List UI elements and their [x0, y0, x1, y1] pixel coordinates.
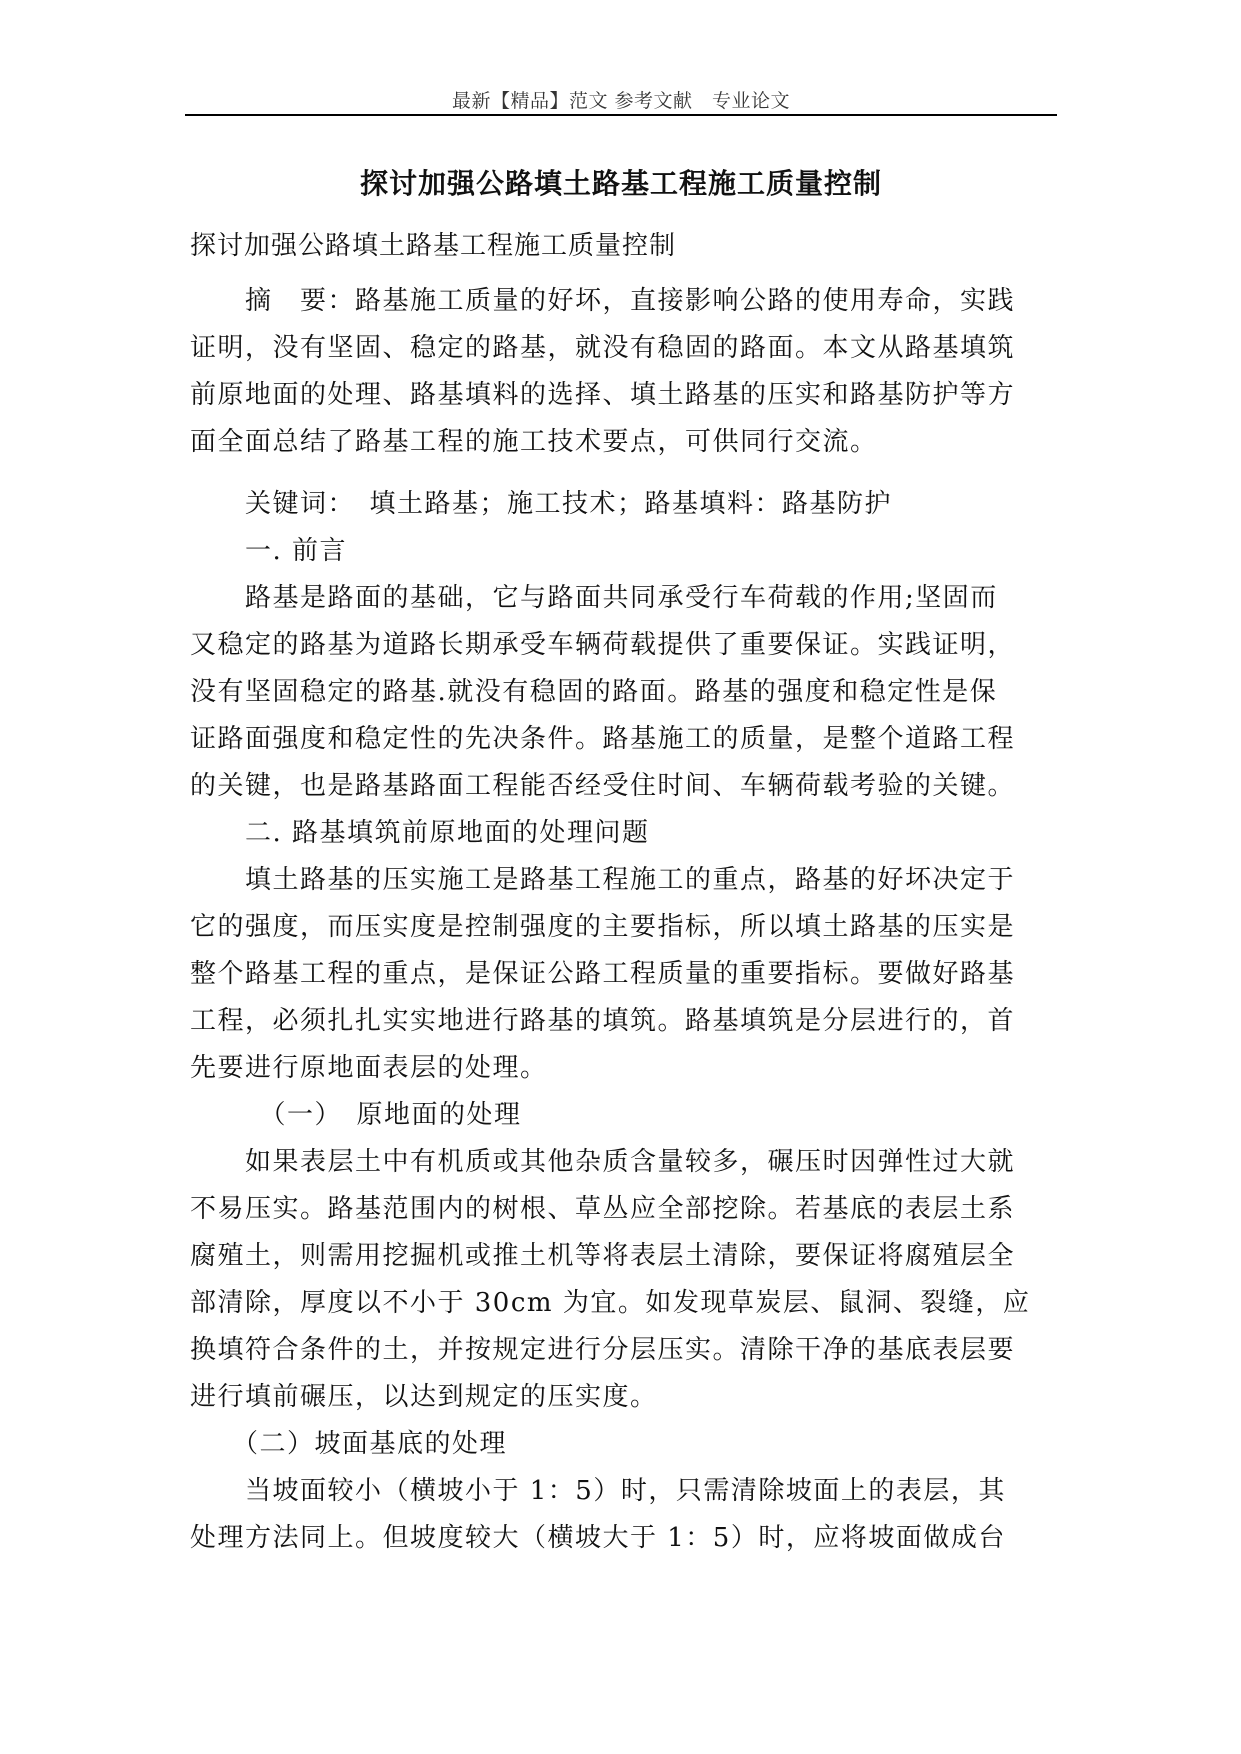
abstract-line: 摘 要：路基施工质量的好坏，直接影响公路的使用寿命，实践 — [190, 286, 1016, 316]
keywords-line: 关键词： 填土路基；施工技术；路基填料：路基防护 — [190, 489, 893, 519]
paragraph-line: 路基是路面的基础，它与路面共同承受行车荷载的作用;坚固而 — [190, 583, 998, 613]
page-header: 最新【精品】范文 参考文献 专业论文 — [451, 90, 791, 112]
section-heading: 二. 路基填筑前原地面的处理问题 — [190, 818, 650, 848]
abstract-line: 面全面总结了路基工程的施工技术要点，可供同行交流。 — [190, 427, 878, 457]
paragraph-line: 处理方法同上。但坡度较大（横坡大于 1：5）时，应将坡面做成台 — [190, 1523, 1006, 1553]
header-divider — [185, 114, 1057, 116]
abstract-line: 前原地面的处理、路基填料的选择、填土路基的压实和路基防护等方 — [190, 380, 1016, 410]
paragraph-line: 不易压实。路基范围内的树根、草丛应全部挖除。若基底的表层土系 — [190, 1194, 1016, 1224]
document-subtitle: 探讨加强公路填土路基工程施工质量控制 — [190, 231, 677, 261]
paragraph-line: 先要进行原地面表层的处理。 — [190, 1053, 548, 1083]
paragraph-line: 又稳定的路基为道路长期承受车辆荷载提供了重要保证。实践证明， — [190, 630, 1016, 660]
subsection-heading: （二）坡面基底的处理 — [190, 1429, 508, 1459]
paragraph-line: 部清除，厚度以不小于 30cm 为宜。如发现草炭层、鼠洞、裂缝，应 — [190, 1288, 1031, 1318]
paragraph-line: 腐殖土，则需用挖掘机或推土机等将表层土清除，要保证将腐殖层全 — [190, 1241, 1016, 1271]
body-text — [190, 481, 1070, 1562]
paragraph-line: 没有坚固稳定的路基.就没有稳固的路面。路基的强度和稳定性是保 — [190, 677, 998, 707]
paragraph-line: 填土路基的压实施工是路基工程施工的重点，路基的好坏决定于 — [190, 865, 1016, 895]
subsection-heading: （一） 原地面的处理 — [190, 1100, 522, 1130]
paragraph-line: 如果表层土中有机质或其他杂质含量较多，碾压时因弹性过大就 — [190, 1147, 1016, 1177]
paragraph-line: 工程，必须扎扎实实地进行路基的填筑。路基填筑是分层进行的，首 — [190, 1006, 1016, 1036]
paragraph-line: 它的强度，而压实度是控制强度的主要指标，所以填土路基的压实是 — [190, 912, 1016, 942]
paragraph-line: 换填符合条件的土，并按规定进行分层压实。清除干净的基底表层要 — [190, 1335, 1016, 1365]
abstract-line: 证明，没有坚固、稳定的路基，就没有稳固的路面。本文从路基填筑 — [190, 333, 1016, 363]
section-heading: 一. 前言 — [190, 536, 348, 566]
paragraph-line: 整个路基工程的重点，是保证公路工程质量的重要指标。要做好路基 — [190, 959, 1016, 989]
paragraph-line: 证路面强度和稳定性的先决条件。路基施工的质量，是整个道路工程 — [190, 724, 1016, 754]
paragraph-line: 的关键，也是路基路面工程能否经受住时间、车辆荷载考验的关键。 — [190, 771, 1016, 801]
abstract — [190, 278, 1070, 466]
document-title: 探讨加强公路填土路基工程施工质量控制 — [359, 167, 882, 200]
paragraph-line: 进行填前碾压，以达到规定的压实度。 — [190, 1382, 658, 1412]
paragraph-line: 当坡面较小（横坡小于 1：5）时，只需清除坡面上的表层，其 — [190, 1476, 1006, 1506]
